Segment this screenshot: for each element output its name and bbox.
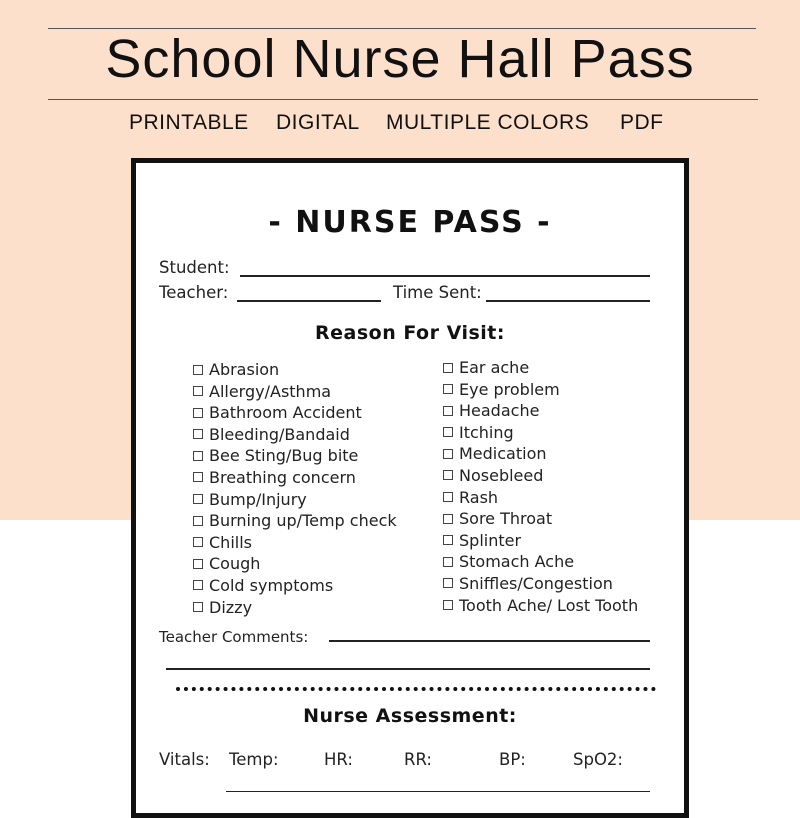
reason-item[interactable]: Chills bbox=[193, 532, 397, 554]
checkbox-icon bbox=[193, 602, 203, 612]
temp-label[interactable]: Temp: bbox=[229, 750, 279, 769]
checkbox-icon bbox=[193, 386, 203, 396]
checkbox-icon bbox=[443, 535, 453, 545]
teacher-comments-label: Teacher Comments: bbox=[159, 628, 309, 646]
reason-item[interactable]: Stomach Ache bbox=[443, 551, 638, 573]
dotted-divider bbox=[176, 687, 656, 691]
reason-item[interactable]: Medication bbox=[443, 443, 638, 465]
bp-label[interactable]: BP: bbox=[499, 750, 526, 769]
reason-item[interactable]: Bee Sting/Bug bite bbox=[193, 445, 397, 467]
reason-item[interactable]: Itching bbox=[443, 422, 638, 444]
reason-item[interactable]: Ear ache bbox=[443, 357, 638, 379]
checkbox-icon bbox=[193, 494, 203, 504]
vitals-label: Vitals: bbox=[159, 750, 210, 769]
checkbox-icon bbox=[193, 408, 203, 418]
checkbox-icon bbox=[193, 429, 203, 439]
assessment-heading: Nurse Assessment: bbox=[303, 705, 517, 727]
checkbox-icon bbox=[443, 514, 453, 524]
reason-item[interactable]: Burning up/Temp check bbox=[193, 510, 397, 532]
reason-item[interactable]: Cold symptoms bbox=[193, 575, 397, 597]
checkbox-icon bbox=[193, 451, 203, 461]
teacher-label: Teacher: bbox=[159, 283, 229, 302]
checkbox-icon bbox=[193, 472, 203, 482]
teacher-comments-field[interactable] bbox=[329, 640, 650, 642]
time-sent-field[interactable] bbox=[486, 300, 650, 302]
reason-item[interactable]: Allergy/Asthma bbox=[193, 381, 397, 403]
teacher-field[interactable] bbox=[237, 300, 381, 302]
checkbox-icon bbox=[193, 537, 203, 547]
page-title: School Nurse Hall Pass bbox=[105, 29, 695, 89]
checkbox-icon bbox=[443, 449, 453, 459]
reason-item[interactable]: Splinter bbox=[443, 530, 638, 552]
rr-label[interactable]: RR: bbox=[404, 750, 432, 769]
nurse-pass-card bbox=[131, 158, 689, 818]
checkbox-icon bbox=[193, 559, 203, 569]
title-bottom-rule bbox=[48, 99, 758, 100]
checkbox-icon bbox=[443, 384, 453, 394]
time-sent-label: Time Sent: bbox=[393, 283, 482, 302]
checkbox-icon bbox=[443, 557, 453, 567]
checkbox-icon bbox=[443, 600, 453, 610]
reason-item[interactable]: Sniffles/Congestion bbox=[443, 573, 638, 595]
student-label: Student: bbox=[159, 258, 230, 277]
reason-item[interactable]: Dizzy bbox=[193, 597, 397, 619]
reasons-right-list bbox=[443, 357, 638, 616]
tag-printable: PRINTABLE bbox=[129, 111, 249, 134]
student-field[interactable] bbox=[240, 275, 650, 277]
tag-digital: DIGITAL bbox=[276, 111, 360, 134]
reason-item[interactable]: Abrasion bbox=[193, 359, 397, 381]
teacher-comments-field-line2[interactable] bbox=[166, 668, 650, 670]
reason-item[interactable]: Bump/Injury bbox=[193, 489, 397, 511]
tag-pdf: PDF bbox=[620, 111, 664, 134]
checkbox-icon bbox=[443, 363, 453, 373]
checkbox-icon bbox=[443, 470, 453, 480]
reason-item[interactable]: Breathing concern bbox=[193, 467, 397, 489]
checkbox-icon bbox=[443, 492, 453, 502]
tag-multiple-colors: MULTIPLE COLORS bbox=[386, 111, 590, 134]
reason-item[interactable]: Headache bbox=[443, 400, 638, 422]
reason-item[interactable]: Bathroom Accident bbox=[193, 402, 397, 424]
reasons-left-list bbox=[193, 359, 397, 618]
checkbox-icon bbox=[193, 516, 203, 526]
reason-item[interactable]: Eye problem bbox=[443, 379, 638, 401]
reason-heading: Reason For Visit: bbox=[315, 322, 505, 344]
reason-item[interactable]: Nosebleed bbox=[443, 465, 638, 487]
reason-item[interactable]: Rash bbox=[443, 487, 638, 509]
form-title: - NURSE PASS - bbox=[268, 205, 552, 240]
checkbox-icon bbox=[193, 580, 203, 590]
hr-label[interactable]: HR: bbox=[324, 750, 353, 769]
reason-item[interactable]: Sore Throat bbox=[443, 508, 638, 530]
reason-item[interactable]: Cough bbox=[193, 553, 397, 575]
vitals-field[interactable] bbox=[226, 791, 650, 792]
checkbox-icon bbox=[443, 427, 453, 437]
checkbox-icon bbox=[193, 365, 203, 375]
reason-item[interactable]: Bleeding/Bandaid bbox=[193, 424, 397, 446]
spo2-label[interactable]: SpO2: bbox=[573, 750, 623, 769]
reason-item[interactable]: Tooth Ache/ Lost Tooth bbox=[443, 595, 638, 617]
checkbox-icon bbox=[443, 406, 453, 416]
checkbox-icon bbox=[443, 578, 453, 588]
